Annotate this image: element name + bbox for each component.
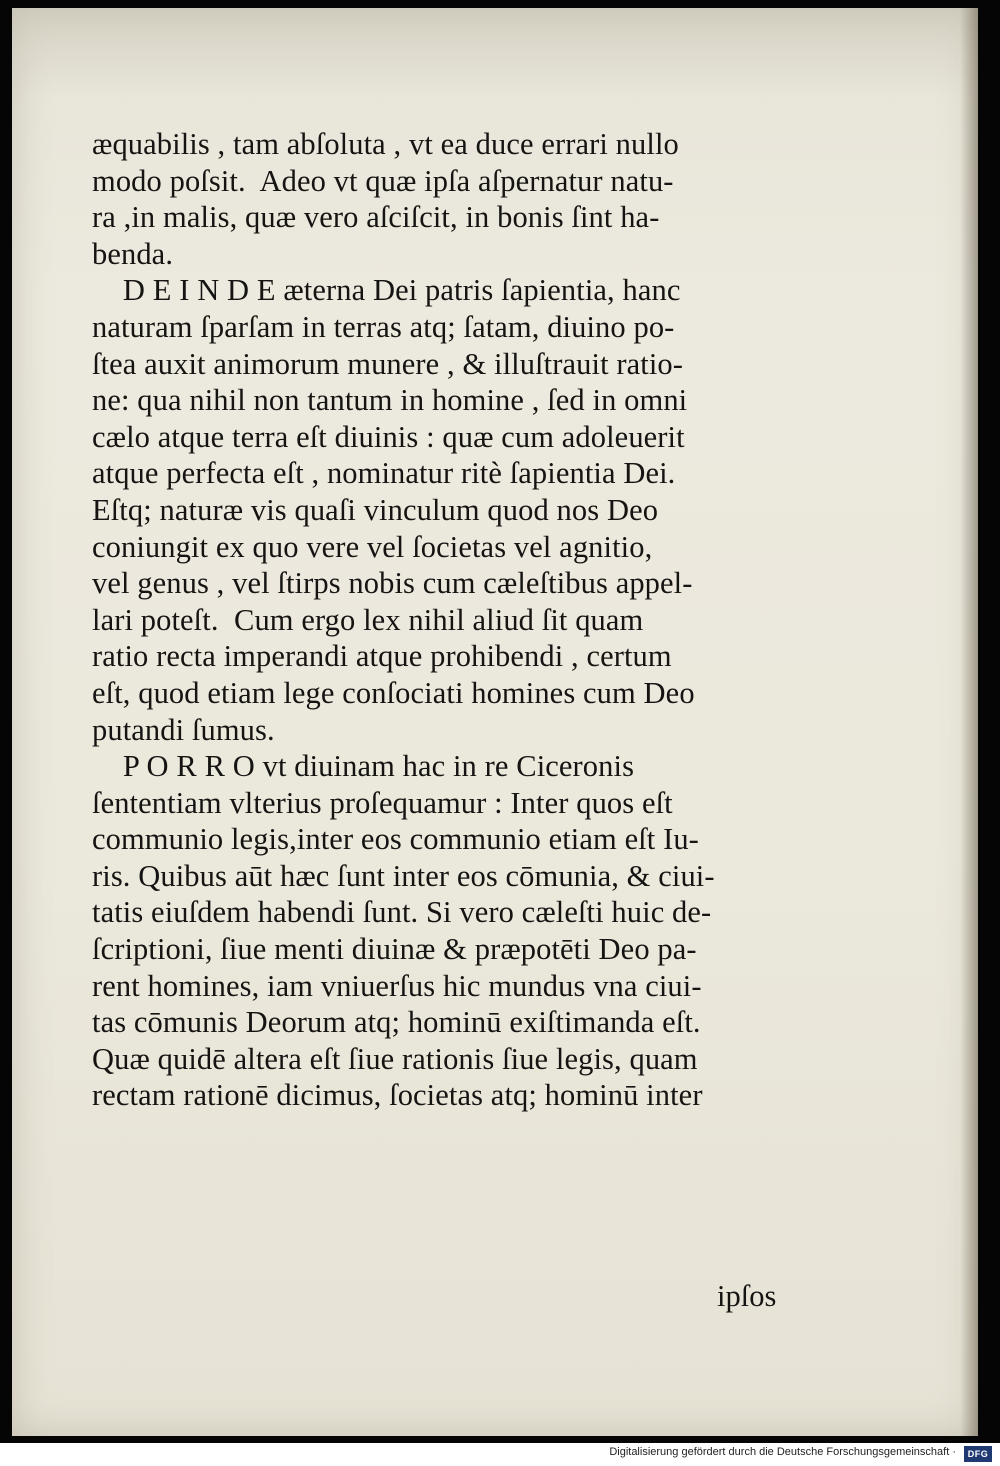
- text-line: communio legis,inter eos communio etiam eſt Iu-: [92, 822, 699, 857]
- text-line: ris. Quibus aūt hæc ſunt inter eos cōmunia, & ciui-: [92, 858, 715, 893]
- text-line: modo poſsit. Adeo vt quæ ipſa aſpernatur natu-: [92, 163, 674, 198]
- text-line: æquabilis , tam abſoluta , vt ea duce errari nullo: [92, 127, 679, 161]
- text-line: lari poteſt. Cum ergo lex nihil aliud ſit quam: [92, 602, 644, 637]
- text-line: rectam rationē dicimus, ſocietas atq; hominū inter: [92, 1078, 703, 1113]
- text-line: putandi ſumus.: [92, 712, 275, 747]
- text-line: ra ,in malis, quæ vero aſciſcit, in bonis ſint ha-: [92, 200, 660, 235]
- text-line: Quæ quidē altera eſt ſiue rationis ſiue legis, quam: [92, 1041, 698, 1076]
- text-line: ſententiam vlterius proſequamur : Inter quos eſt: [92, 785, 673, 820]
- text-line: naturam ſparſam in terras atq; ſatam, diuino po-: [92, 309, 675, 344]
- text-line: coniungit ex quo vere vel ſocietas vel agnitio,: [92, 529, 653, 564]
- text-line: atque perfecta eſt , nominatur ritè ſapientia Dei.: [92, 456, 676, 491]
- text-line: ne: qua nihil non tantum in homine , ſed in omni: [92, 383, 688, 418]
- text-line: Eſtq; naturæ vis quaſi vinculum quod nos Deo: [92, 492, 659, 527]
- catchword: ipſos: [717, 1279, 777, 1313]
- digitization-credit: Digitalisierung gefördert durch die Deutsche Forschungsgemeinschaft ·: [609, 1446, 956, 1458]
- text-line: cælo atque terra eſt diuinis : quæ cum adoleuerit: [92, 419, 685, 454]
- text-line: ſtea auxit animorum munere , & illuſtrauit ratio-: [92, 346, 684, 381]
- page-text: [92, 126, 802, 1114]
- text-line: rent homines, iam vniuerſus hic mundus vna ciui-: [92, 968, 702, 1003]
- text-line: tatis eiuſdem habendi ſunt. Si vero cæleſti huic de-: [92, 895, 712, 930]
- text-line: ratio recta imperandi atque prohibendi , certum: [92, 639, 672, 674]
- text-line: P O R R O vt diuinam hac in re Ciceronis: [92, 749, 635, 784]
- text-line: vel genus , vel ſtirps nobis cum cæleſtibus appel-: [92, 566, 693, 601]
- text-line: D E I N D E æterna Dei patris ſapientia, hanc: [92, 273, 681, 308]
- book-page: [12, 8, 978, 1436]
- dfg-logo: DFG: [964, 1446, 992, 1462]
- text-line: ſcriptioni, ſiue menti diuinæ & præpotēti Deo pa-: [92, 932, 697, 967]
- text-line: eſt, quod etiam lege conſociati homines cum Deo: [92, 675, 695, 710]
- text-line: benda.: [92, 236, 174, 271]
- text-line: tas cōmunis Deorum atq; hominū exiſtimanda eſt.: [92, 1005, 701, 1040]
- footer-bar: [0, 1443, 1000, 1466]
